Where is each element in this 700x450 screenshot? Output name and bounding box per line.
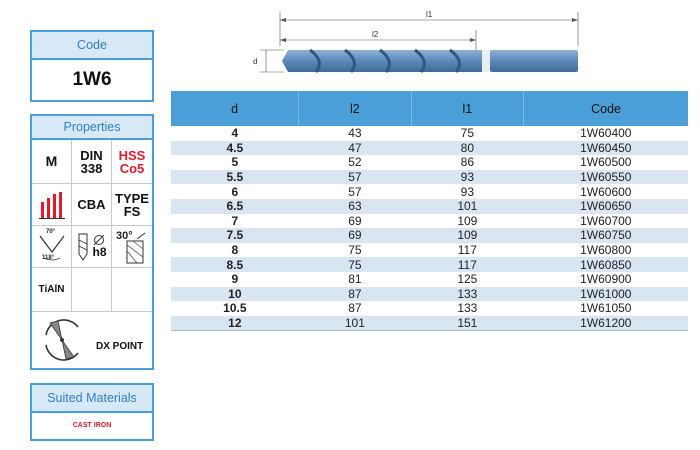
properties-panel-title: Properties xyxy=(32,116,152,140)
table-row xyxy=(171,141,688,156)
cell-l2: 57 xyxy=(348,184,362,199)
table-row xyxy=(171,214,688,229)
tolerance-label: h8 xyxy=(92,245,107,259)
table-row xyxy=(171,184,688,199)
hss-line1: HSS xyxy=(118,147,146,163)
cell-code: 1W61200 xyxy=(524,316,688,331)
cell-code: 1W61050 xyxy=(580,301,632,316)
properties-panel xyxy=(30,114,154,370)
cell-l2: 52 xyxy=(348,155,362,170)
cell-code: 1W60400 xyxy=(580,126,632,141)
table-row xyxy=(171,199,688,214)
cell-l1: 109 xyxy=(457,213,478,228)
cell-l1: 80 xyxy=(411,141,523,156)
table-row xyxy=(171,126,688,141)
suited-material-item: CAST IRON xyxy=(72,422,112,429)
cell-l2: 87 xyxy=(348,301,362,316)
table-row xyxy=(171,170,688,185)
cell-l2: 69 xyxy=(348,213,362,228)
cell-l2: 75 xyxy=(299,257,411,272)
cell-l2: 43 xyxy=(348,126,362,141)
cell-l2: 57 xyxy=(299,170,411,185)
dimension-table xyxy=(171,91,688,331)
cell-d: 9 xyxy=(231,272,239,287)
table-row xyxy=(171,272,688,287)
helix-angle-label: 30° xyxy=(116,230,133,242)
table-body xyxy=(171,126,688,331)
cell-l2: 75 xyxy=(348,243,362,258)
empty-cell-2 xyxy=(112,268,152,312)
cell-l2: 101 xyxy=(299,316,411,331)
material-group-letter: M xyxy=(45,153,58,169)
cell-code: 1W61000 xyxy=(524,287,688,302)
standard-line1: DIN xyxy=(80,147,103,163)
drill-shank xyxy=(490,50,578,72)
dx-point-icon xyxy=(38,315,86,365)
helix-cell xyxy=(112,226,152,268)
cell-l1: 133 xyxy=(457,301,478,316)
cell-l2: 47 xyxy=(299,141,411,156)
table-row xyxy=(171,316,688,331)
header-l2: l2 xyxy=(299,91,411,126)
type-cell xyxy=(112,184,152,226)
cell-d: 7 xyxy=(231,213,239,228)
suited-materials-panel xyxy=(30,383,154,441)
cell-l1: 75 xyxy=(460,126,475,141)
cell-code: 1W60750 xyxy=(524,228,688,243)
cell-l1: 117 xyxy=(411,257,523,272)
coating-cell xyxy=(32,268,72,312)
cell-code: 1W60700 xyxy=(580,213,632,228)
cell-l1: 109 xyxy=(411,228,523,243)
d-label: d xyxy=(253,57,258,66)
angle-70-label: 70° xyxy=(46,229,56,235)
cell-l1: 125 xyxy=(457,272,478,287)
tolerance-cell xyxy=(72,226,112,268)
code-panel xyxy=(30,30,154,102)
table-row xyxy=(171,155,688,170)
table-row xyxy=(171,301,688,316)
point-angle-cell xyxy=(32,226,72,268)
cell-d: 12 xyxy=(171,316,299,331)
cell-l1: 93 xyxy=(411,170,523,185)
cell-code: 1W60600 xyxy=(580,184,632,199)
header-l1: l1 xyxy=(411,91,523,126)
cell-l2: 87 xyxy=(299,287,411,302)
l2-label: l2 xyxy=(372,30,379,39)
cell-code: 1W60550 xyxy=(524,170,688,185)
cell-l2: 81 xyxy=(348,272,362,287)
standard-cell xyxy=(72,140,112,184)
cell-l2: 63 xyxy=(299,199,411,214)
cell-d: 4.5 xyxy=(171,141,299,156)
empty-cell-1 xyxy=(72,268,112,312)
drill-series-cell xyxy=(32,184,72,226)
drill-shank-icon xyxy=(76,232,90,262)
type-line1: TYPE xyxy=(115,190,149,206)
cell-d: 8 xyxy=(231,243,239,258)
drill-series-icon xyxy=(37,190,67,220)
table-row xyxy=(171,287,688,302)
table-row xyxy=(171,243,688,258)
header-d: d xyxy=(171,91,299,126)
cell-d: 6 xyxy=(231,184,239,199)
code-panel-title: Code xyxy=(32,32,152,60)
cell-d: 10.5 xyxy=(223,301,247,316)
table-row xyxy=(171,228,688,243)
cell-l1: 93 xyxy=(460,184,475,199)
point-geometry-cell xyxy=(32,312,152,368)
suited-materials-title: Suited Materials xyxy=(32,385,152,413)
cell-d: 4 xyxy=(231,126,239,141)
cell-l1: 151 xyxy=(411,316,523,331)
cba-label: CBA xyxy=(77,197,106,212)
cell-code: 1W60900 xyxy=(580,272,632,287)
cell-d: 10 xyxy=(171,287,299,302)
hss-line2: Co5 xyxy=(119,160,145,176)
coating-label: TiAlN xyxy=(38,284,65,295)
cell-d: 8.5 xyxy=(171,257,299,272)
standard-line2: 338 xyxy=(80,160,103,176)
l1-label: l1 xyxy=(426,10,433,19)
cell-l1: 86 xyxy=(460,155,475,170)
cell-l2: 69 xyxy=(299,228,411,243)
cell-d: 7.5 xyxy=(171,228,299,243)
table-header-row xyxy=(171,91,688,126)
cell-l1: 117 xyxy=(457,243,477,258)
cba-cell xyxy=(72,184,112,226)
cell-code: 1W60800 xyxy=(580,243,632,258)
cell-d: 5.5 xyxy=(171,170,299,185)
product-code: 1W6 xyxy=(72,69,112,90)
cell-d: 5 xyxy=(231,155,239,170)
drill-drawing xyxy=(250,6,590,84)
cell-l1: 101 xyxy=(411,199,523,214)
cell-d: 6.5 xyxy=(171,199,299,214)
hss-cell xyxy=(112,140,152,184)
type-line2: FS xyxy=(123,203,141,219)
point-type-label: DX POINT xyxy=(96,340,144,352)
material-group-cell xyxy=(32,140,72,184)
table-row xyxy=(171,257,688,272)
drill-neck xyxy=(482,50,490,72)
cell-code: 1W60450 xyxy=(524,141,688,156)
cell-code: 1W60650 xyxy=(524,199,688,214)
header-code: Code xyxy=(524,91,688,126)
cell-l1: 133 xyxy=(411,287,523,302)
angle-118-label: 118° xyxy=(42,255,55,261)
cell-code: 1W60850 xyxy=(524,257,688,272)
cell-code: 1W60500 xyxy=(580,155,632,170)
